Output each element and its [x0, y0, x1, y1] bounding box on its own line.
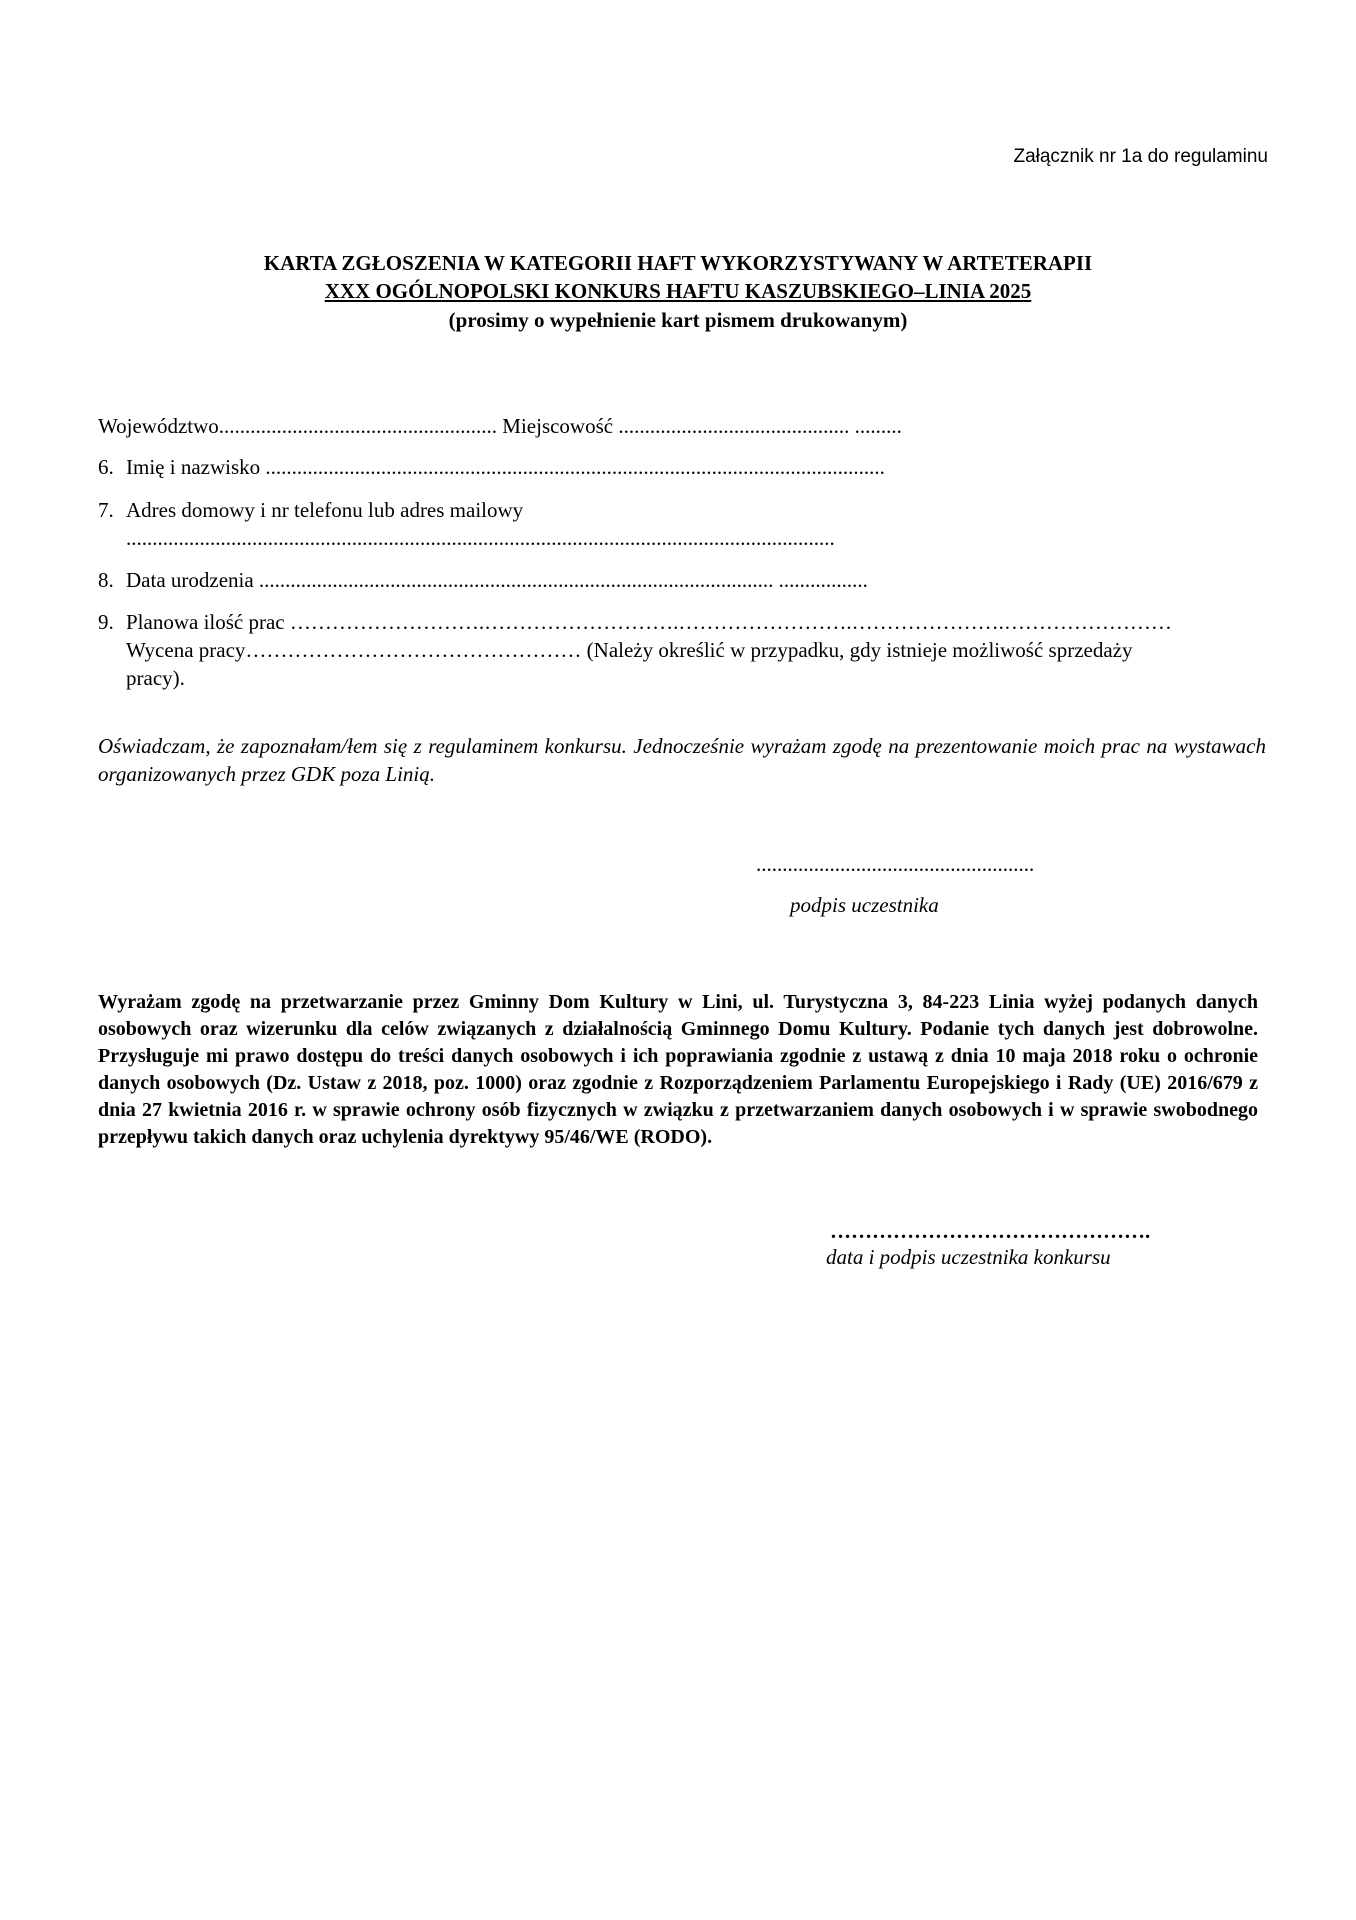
field-adres[interactable]: [98, 498, 523, 523]
field-adres-line[interactable]: .......................................................................................................................................: [126, 526, 835, 550]
form-title: KARTA ZGŁOSZENIA W KATEGORII HAFT WYKORZYSTYWANY W ARTETERAPII: [263, 251, 1093, 275]
field-label: Data urodzenia .................................................................................................. .................: [126, 568, 868, 592]
gdpr-consent: Wyrażam zgodę na przetwarzanie przez Gminny Dom Kultury w Lini, ul. Turystyczna 3, 84-223 Linia wyżej podanych danych osobowych oraz wizerunku dla celów związanych z działalnością Gminnego Domu Kultury. Podanie tych danych jest dobrowolne. Przysługuje mi prawo dostępu do treści danych osobowych i ich poprawiania zgodnie z ustawą z dnia 10 maja 2018 roku o ochronie danych osobowych (Dz. Ustaw z 2018, poz. 1000) oraz zgodnie z Rozporządzeniem Parlamentu Europejskiego i Rady (UE) 2016/679 z dnia 27 kwietnia 2016 r. w sprawie ochrony osób fizycznych w związku z przetwarzaniem danych osobowych i w sprawie swobodnego przepływu takich danych oraz uchylenia dyrektywy 95/46/WE (RODO).: [98, 991, 1258, 1148]
field-label: Planowa ilość prac ……………………….……………………….…………………….………………….……………………: [126, 610, 1172, 634]
item-number: 7.: [98, 498, 114, 522]
field-wycena-cont: pracy).: [126, 666, 185, 690]
form-instruction: (prosimy o wypełnienie kart pismem drukowanym): [448, 308, 908, 332]
item-number: 6.: [98, 455, 114, 479]
consent-statement: Oświadczam, że zapoznałam/łem się z regulaminem konkursu. Jednocześnie wyrażam zgodę na prezentowanie moich prac na wystawach organizowanych przez GDK poza Linią.: [98, 734, 1266, 786]
item-number: 8.: [98, 568, 114, 592]
field-imie-nazwisko[interactable]: [98, 455, 885, 480]
field-data-urodzenia[interactable]: [98, 568, 868, 593]
signature-label: podpis uczestnika: [790, 893, 939, 917]
field-label: Adres domowy i nr telefonu lub adres mailowy: [126, 498, 524, 522]
contest-title: XXX OGÓLNOPOLSKI KONKURS HAFTU KASZUBSKIEGO–LINIA 2025: [324, 279, 1032, 303]
date-signature-line[interactable]: ……………………………………….: [830, 1219, 1151, 1243]
field-wycena-pracy[interactable]: Wycena pracy………………………………………… (Należy określić w przypadku, gdy istnieje możliwość sprzedaży: [126, 638, 1133, 662]
item-number: 9.: [98, 610, 114, 634]
signature-line[interactable]: .....................................................: [756, 852, 1035, 876]
annex-label: Załącznik nr 1a do regulaminu: [1013, 146, 1268, 167]
field-label: Imię i nazwisko ......................................................................................................................: [126, 455, 885, 479]
field-wojewodztwo-miejscowosc[interactable]: Województwo..................................................... Miejscowość ............................................ .........: [98, 414, 902, 438]
date-signature-label: data i podpis uczestnika konkursu: [826, 1245, 1111, 1269]
field-ilosc-prac[interactable]: [98, 610, 1172, 635]
